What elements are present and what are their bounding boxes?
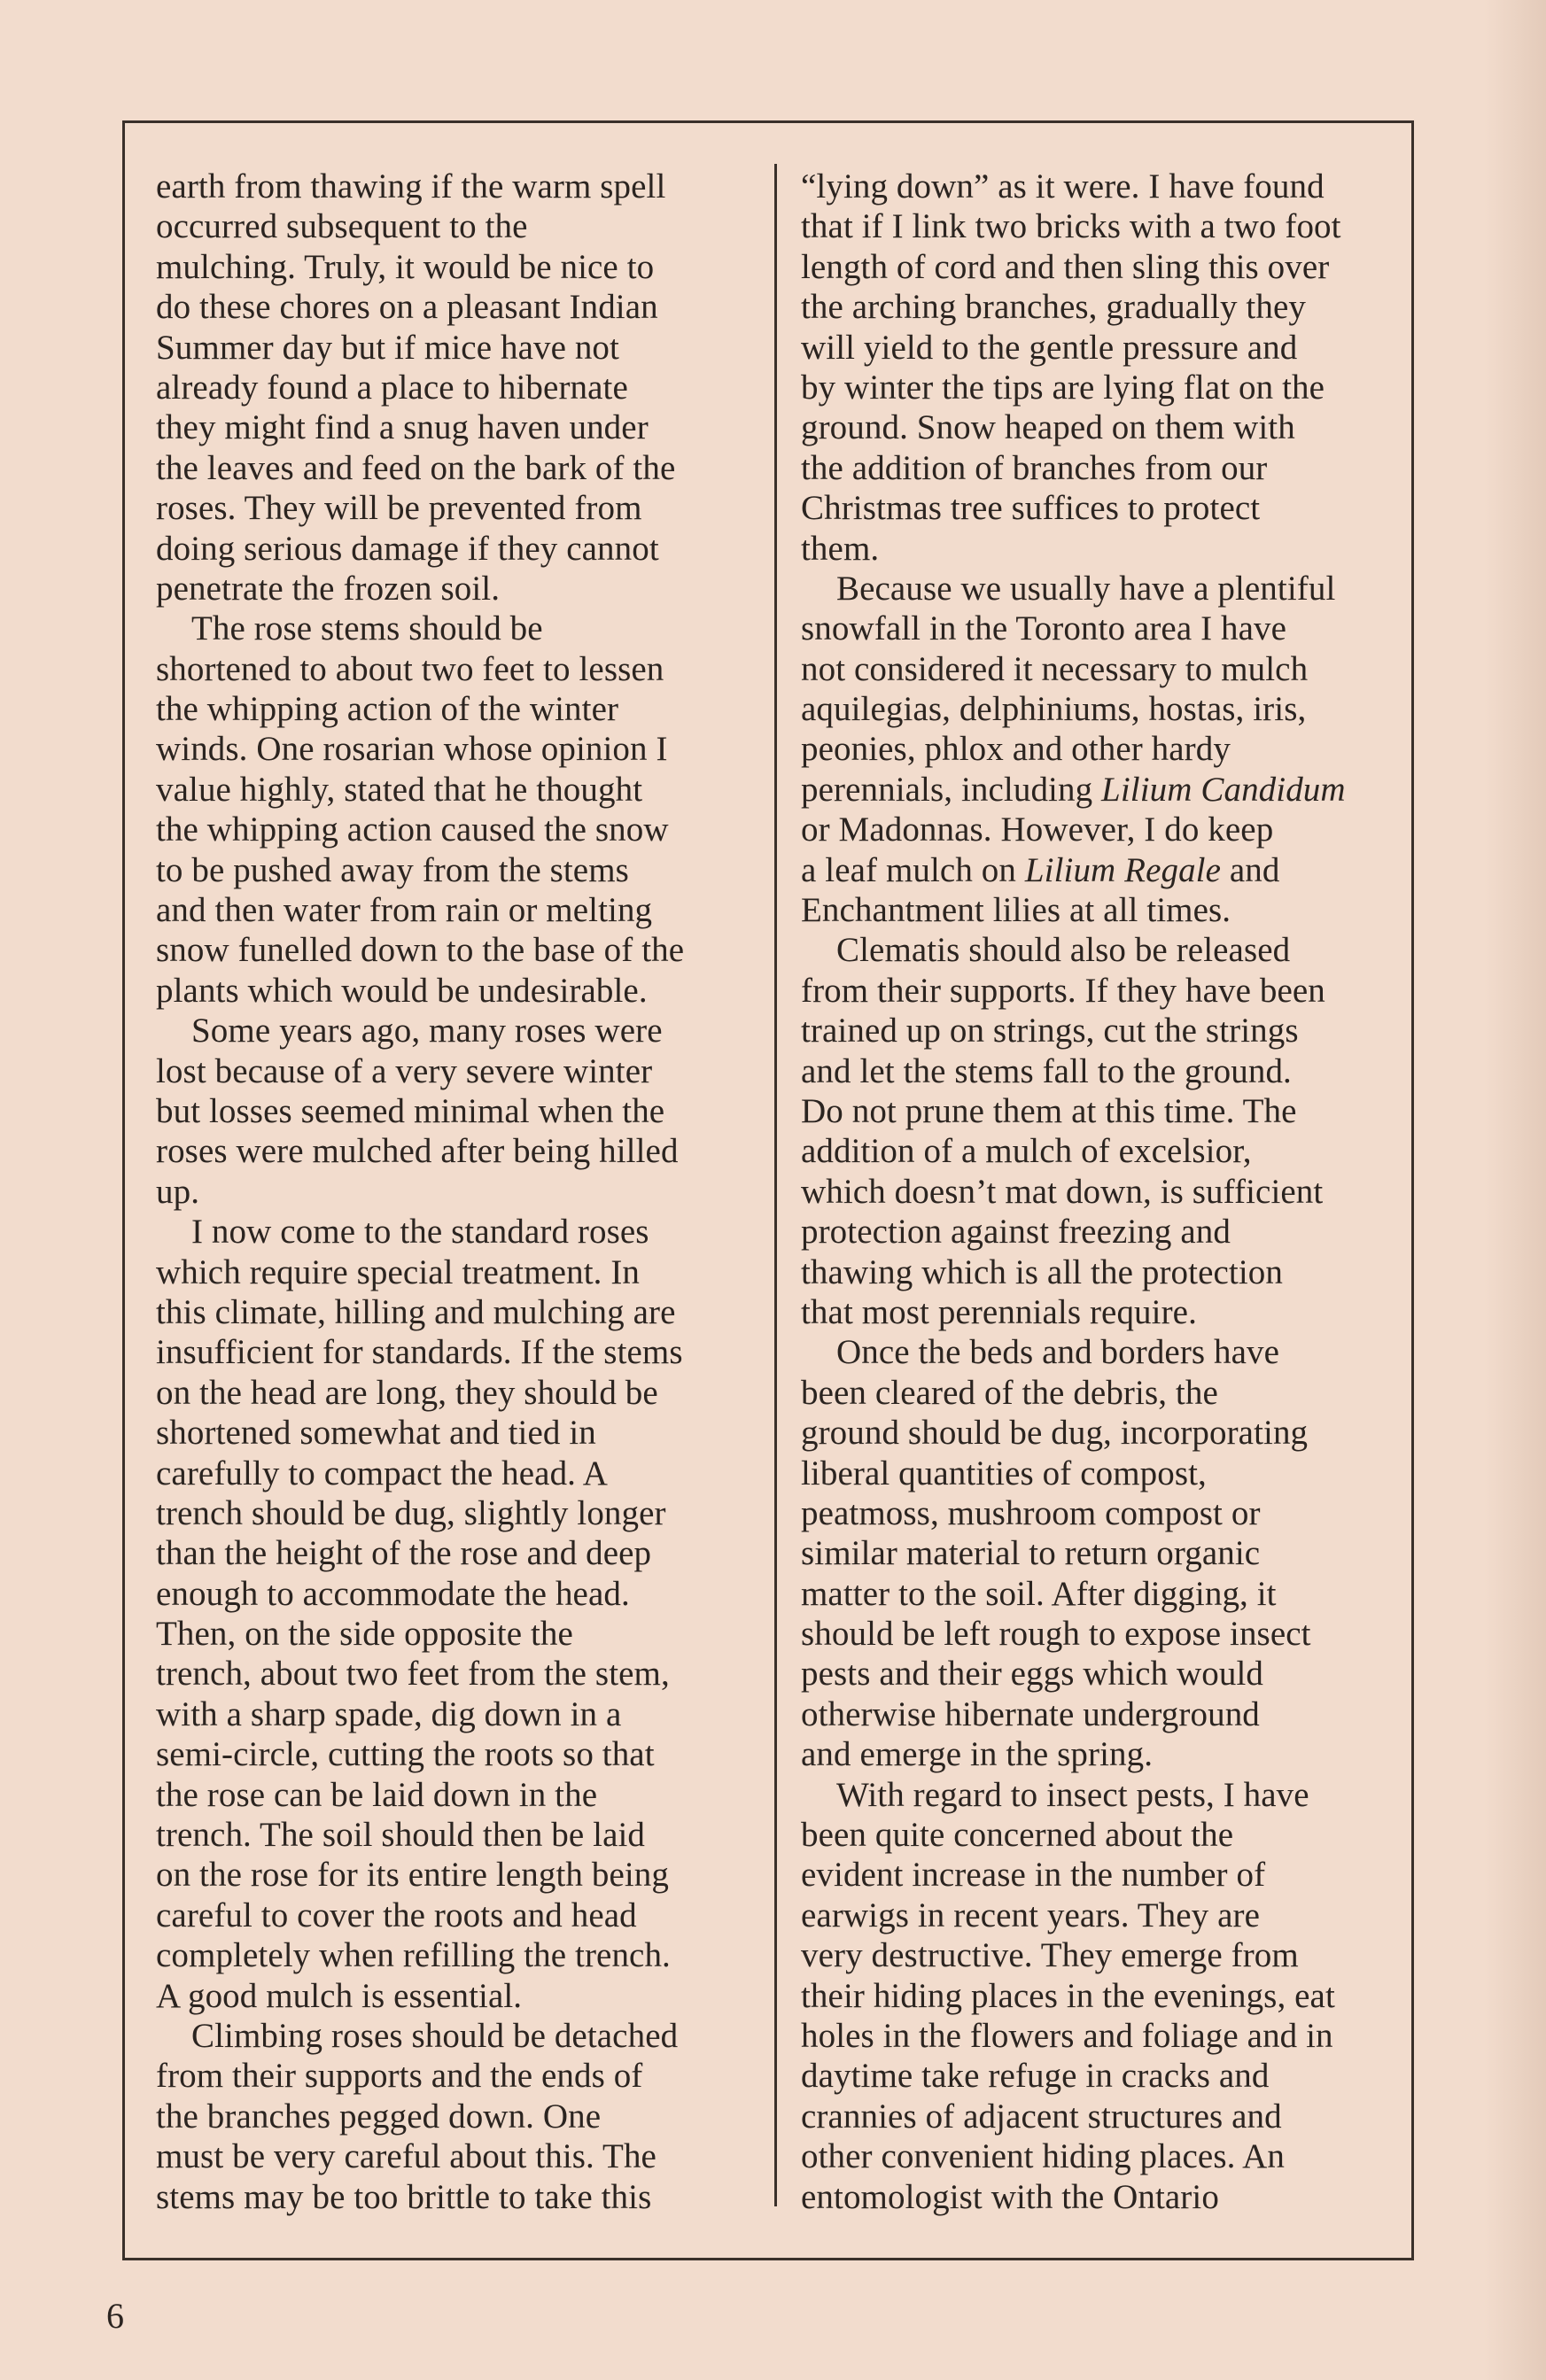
text-line: insufficient for standards. If the stems bbox=[156, 1333, 683, 1372]
text-line bbox=[801, 1574, 1421, 1614]
text-line bbox=[801, 368, 1421, 407]
text-line: which require special treatment. In bbox=[156, 1252, 641, 1291]
text-line bbox=[801, 930, 1421, 970]
text-segment: other convenient hiding places. An bbox=[801, 2137, 1286, 2176]
text-line bbox=[801, 689, 1421, 729]
text-line: must be very careful about this. The bbox=[156, 2137, 656, 2176]
text-segment: not considered it necessary to mulch bbox=[801, 649, 1309, 688]
text-line bbox=[801, 1654, 1421, 1694]
text-segment: liberal quantities of compost, bbox=[801, 1454, 1207, 1492]
text-line bbox=[801, 2056, 1421, 2096]
text-segment: crannies of adjacent structures and bbox=[801, 2097, 1282, 2136]
text-segment: and let the stems fall to the ground. bbox=[801, 1051, 1292, 1090]
text-line: Climbing roses should be detached bbox=[191, 2016, 679, 2055]
text-line: already found a place to hibernate bbox=[156, 368, 628, 407]
text-line bbox=[801, 1332, 1421, 1372]
text-line bbox=[801, 1292, 1421, 1332]
text-line bbox=[801, 247, 1421, 287]
text-line: doing serious damage if they cannot bbox=[156, 529, 659, 568]
text-line bbox=[801, 609, 1421, 648]
text-segment: Christmas tree suffices to protect bbox=[801, 489, 1261, 528]
left-column bbox=[156, 167, 758, 2217]
text-segment: a leaf mulch on bbox=[801, 850, 1025, 889]
text-line: trench should be dug, slightly longer bbox=[156, 1493, 666, 1532]
text-line bbox=[801, 971, 1421, 1011]
text-segment: evident increase in the number of bbox=[801, 1856, 1266, 1895]
text-line: completely when refilling the trench. bbox=[156, 1936, 671, 1975]
text-line bbox=[801, 448, 1421, 488]
text-line: shortened somewhat and tied in bbox=[156, 1414, 596, 1453]
text-segment: pests and their eggs which would bbox=[801, 1655, 1264, 1694]
text-segment: been quite concerned about the bbox=[801, 1816, 1234, 1855]
text-line: to be pushed away from the stems bbox=[156, 850, 629, 889]
text-line bbox=[801, 529, 1421, 569]
text-line: value highly, stated that he thought bbox=[156, 770, 643, 809]
text-segment: ground should be dug, incorporating bbox=[801, 1414, 1309, 1453]
text-line bbox=[801, 328, 1421, 368]
page-number: 6 bbox=[106, 2296, 124, 2336]
text-segment: aquilegias, delphiniums, hostas, iris, bbox=[801, 690, 1307, 729]
text-line bbox=[801, 2136, 1421, 2176]
text-line: but losses seemed minimal when the bbox=[156, 1091, 665, 1130]
text-segment: the addition of branches from our bbox=[801, 448, 1268, 487]
text-line: the leaves and feed on the bark of the bbox=[156, 448, 676, 487]
text-segment: Once the beds and borders have bbox=[836, 1333, 1280, 1372]
text-segment: perennials, including bbox=[801, 770, 1102, 809]
text-line: they might find a snug haven under bbox=[156, 408, 649, 447]
text-line: Then, on the side opposite the bbox=[156, 1615, 573, 1654]
text-line bbox=[801, 1373, 1421, 1413]
text-segment: protection against freezing and bbox=[801, 1213, 1231, 1252]
text-line: snow funelled down to the base of the bbox=[156, 931, 685, 970]
text-line: the whipping action caused the snow bbox=[156, 810, 669, 849]
text-segment: or Madonnas. However, I do keep bbox=[801, 810, 1274, 849]
page-edge-shadow bbox=[1484, 0, 1546, 2380]
text-line bbox=[801, 810, 1421, 849]
text-line bbox=[801, 1413, 1421, 1453]
text-segment: snowfall in the Toronto area I have bbox=[801, 609, 1287, 648]
text-line: trench. The soil should then be laid bbox=[156, 1816, 646, 1855]
text-line bbox=[801, 729, 1421, 769]
text-line: occurred subsequent to the bbox=[156, 207, 528, 246]
text-line: the rose can be laid down in the bbox=[156, 1775, 598, 1814]
text-line bbox=[801, 850, 1421, 890]
text-segment: ground. Snow heaped on them with bbox=[801, 408, 1295, 447]
text-segment: that most perennials require. bbox=[801, 1292, 1197, 1331]
text-segment: peatmoss, mushroom compost or bbox=[801, 1493, 1261, 1532]
text-line bbox=[801, 1011, 1421, 1050]
text-line bbox=[801, 1533, 1421, 1573]
text-segment: by winter the tips are lying flat on the bbox=[801, 368, 1325, 407]
text-segment: Enchantment lilies at all times. bbox=[801, 891, 1231, 930]
text-segment: them. bbox=[801, 529, 880, 568]
text-line bbox=[801, 1855, 1421, 1895]
text-segment: and bbox=[1221, 850, 1280, 889]
text-segment: from their supports. If they have been bbox=[801, 971, 1325, 1010]
right-column bbox=[801, 167, 1421, 2217]
text-line bbox=[801, 1935, 1421, 1975]
text-line: I now come to the standard roses bbox=[191, 1213, 649, 1252]
text-line: on the head are long, they should be bbox=[156, 1373, 658, 1412]
text-line bbox=[801, 1895, 1421, 1935]
text-line: roses were mulched after being hilled bbox=[156, 1132, 679, 1171]
text-segment: daytime take refuge in cracks and bbox=[801, 2057, 1270, 2096]
text-segment: been cleared of the debris, the bbox=[801, 1373, 1218, 1412]
text-segment: very destructive. They emerge from bbox=[801, 1936, 1299, 1975]
text-segment: peonies, phlox and other hardy bbox=[801, 730, 1231, 769]
text-line: A good mulch is essential. bbox=[156, 1976, 523, 2015]
text-line: shortened to about two feet to lessen bbox=[156, 649, 664, 688]
text-line bbox=[801, 2016, 1421, 2056]
text-segment: and emerge in the spring. bbox=[801, 1735, 1154, 1774]
text-line bbox=[801, 1252, 1421, 1292]
text-line bbox=[801, 1976, 1421, 2016]
text-segment: matter to the soil. After digging, it bbox=[801, 1574, 1277, 1613]
text-line bbox=[801, 569, 1421, 609]
text-line bbox=[801, 1051, 1421, 1091]
text-line: plants which would be undesirable. bbox=[156, 971, 648, 1010]
text-line: lost because of a very severe winter bbox=[156, 1051, 653, 1090]
text-line: penetrate the frozen soil. bbox=[156, 569, 501, 608]
text-segment: With regard to insect pests, I have bbox=[836, 1775, 1309, 1814]
text-line: do these chores on a pleasant Indian bbox=[156, 288, 658, 327]
text-line: from their supports and the ends of bbox=[156, 2057, 643, 2096]
text-segment: length of cord and then sling this over bbox=[801, 247, 1330, 286]
text-line: with a sharp spade, dig down in a bbox=[156, 1694, 622, 1733]
text-segment: holes in the flowers and foliage and in bbox=[801, 2016, 1333, 2055]
text-line: up. bbox=[156, 1172, 200, 1211]
text-line bbox=[801, 1131, 1421, 1171]
text-segment: that if I link two bricks with a two foot bbox=[801, 207, 1341, 246]
text-line: careful to cover the roots and head bbox=[156, 1895, 637, 1934]
text-line: than the height of the rose and deep bbox=[156, 1534, 652, 1573]
text-line bbox=[801, 1493, 1421, 1533]
text-segment: earwigs in recent years. They are bbox=[801, 1895, 1260, 1934]
text-segment: will yield to the gentle pressure and bbox=[801, 328, 1298, 367]
text-segment: similar material to return organic bbox=[801, 1534, 1261, 1573]
text-segment: which doesn’t mat down, is sufficient bbox=[801, 1172, 1324, 1211]
text-line bbox=[801, 1614, 1421, 1654]
text-line bbox=[801, 167, 1421, 206]
text-line: mulching. Truly, it would be nice to bbox=[156, 247, 655, 286]
text-segment: Do not prune them at this time. The bbox=[801, 1091, 1297, 1130]
text-segment: “lying down” as it were. I have found bbox=[801, 167, 1325, 205]
text-line bbox=[801, 649, 1421, 689]
text-line: winds. One rosarian whose opinion I bbox=[156, 730, 668, 769]
text-line bbox=[801, 1775, 1421, 1815]
text-segment: Clematis should also be released bbox=[836, 931, 1291, 970]
text-line: trench, about two feet from the stem, bbox=[156, 1655, 670, 1694]
italic-segment: Lilium Regale bbox=[1024, 850, 1222, 889]
text-segment: otherwise hibernate underground bbox=[801, 1694, 1260, 1733]
text-line: this climate, hilling and mulching are bbox=[156, 1292, 676, 1331]
text-line bbox=[801, 2097, 1421, 2136]
text-line bbox=[801, 2177, 1421, 2217]
text-line bbox=[801, 287, 1421, 327]
text-segment: entomologist with the Ontario bbox=[801, 2177, 1219, 2216]
text-segment: the arching branches, gradually they bbox=[801, 288, 1306, 327]
italic-segment: Lilium Candidum bbox=[1101, 770, 1346, 809]
text-line bbox=[801, 1091, 1421, 1131]
text-line: and then water from rain or melting bbox=[156, 891, 653, 930]
text-line: roses. They will be prevented from bbox=[156, 489, 642, 528]
text-segment: their hiding places in the evenings, eat bbox=[801, 1976, 1335, 2015]
text-line: the branches pegged down. One bbox=[156, 2097, 602, 2136]
text-line: Some years ago, many roses were bbox=[191, 1012, 663, 1050]
text-segment: addition of a mulch of excelsior, bbox=[801, 1132, 1252, 1171]
text-segment: trained up on strings, cut the strings bbox=[801, 1012, 1299, 1050]
text-line: stems may be too brittle to take this bbox=[156, 2177, 652, 2216]
text-line bbox=[801, 1815, 1421, 1855]
text-line: carefully to compact the head. A bbox=[156, 1454, 608, 1492]
text-line: earth from thawing if the warm spell bbox=[156, 167, 666, 205]
text-line: Summer day but if mice have not bbox=[156, 328, 619, 367]
text-line: the whipping action of the winter bbox=[156, 690, 619, 729]
text-line bbox=[801, 1212, 1421, 1252]
text-line: on the rose for its entire length being bbox=[156, 1856, 669, 1895]
text-segment: should be left rough to expose insect bbox=[801, 1615, 1311, 1654]
text-line: semi-circle, cutting the roots so that bbox=[156, 1735, 655, 1774]
text-line: The rose stems should be bbox=[191, 609, 543, 648]
text-segment: thawing which is all the protection bbox=[801, 1252, 1283, 1291]
text-line bbox=[801, 1172, 1421, 1212]
text-line bbox=[801, 1734, 1421, 1774]
text-line bbox=[801, 890, 1421, 930]
text-line bbox=[801, 1694, 1421, 1734]
text-line bbox=[801, 407, 1421, 447]
text-segment: Because we usually have a plentiful bbox=[836, 569, 1336, 608]
text-line bbox=[801, 206, 1421, 246]
text-line bbox=[801, 488, 1421, 528]
text-line bbox=[801, 1454, 1421, 1493]
text-line: enough to accommodate the head. bbox=[156, 1574, 630, 1613]
text-line bbox=[801, 770, 1421, 810]
column-divider bbox=[774, 164, 777, 2206]
